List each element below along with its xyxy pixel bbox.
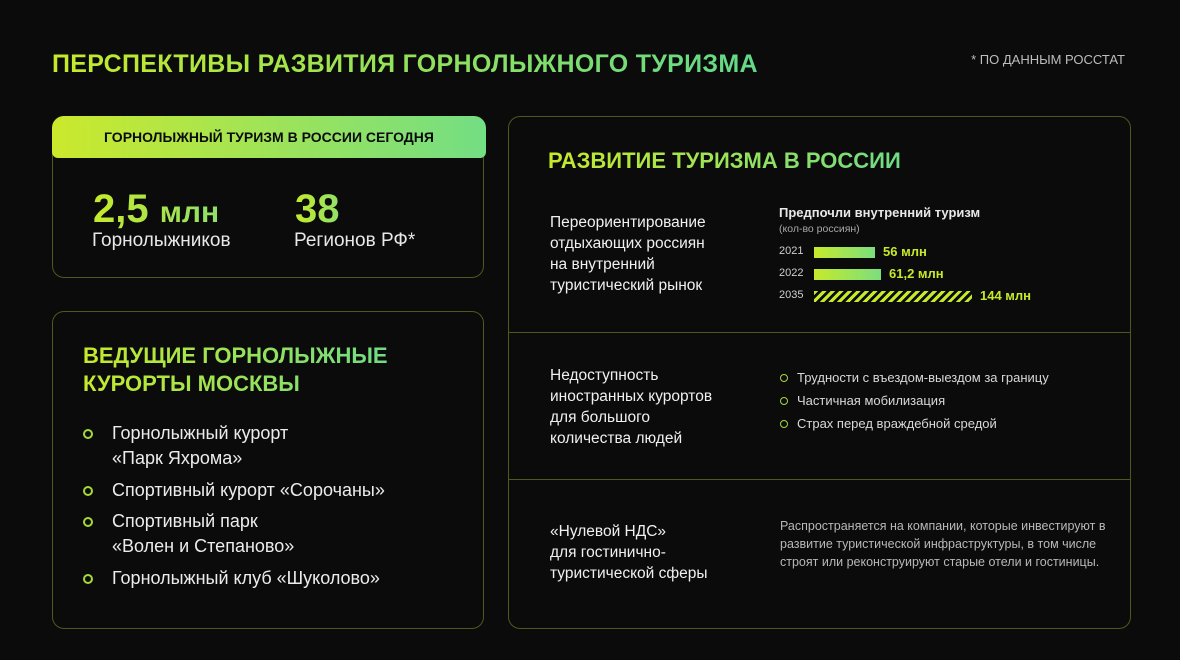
stat-skiers-label: Горнолыжников bbox=[92, 230, 231, 251]
bar-year-label: 2022 bbox=[779, 267, 804, 279]
bar-year-label: 2021 bbox=[779, 245, 804, 257]
reason-item bbox=[780, 416, 997, 431]
bullet-circle-icon bbox=[780, 374, 788, 382]
stat-regions-value: 38 bbox=[295, 187, 340, 231]
bar-value-label: 144 млн bbox=[980, 288, 1032, 303]
resorts-title-line2: КУРОРТЫ МОСКВЫ bbox=[83, 371, 300, 396]
resort-item-line1: Горнолыжный клуб «Шуколово» bbox=[112, 568, 380, 588]
row-line: туристический рынок bbox=[550, 277, 703, 294]
reason-text: Страх перед враждебной средой bbox=[797, 416, 997, 431]
row-divider bbox=[509, 479, 1130, 480]
resort-item bbox=[83, 421, 288, 471]
row-line: иностранных курортов bbox=[550, 388, 713, 405]
resort-item-line1: Спортивный курорт «Сорочаны» bbox=[112, 480, 385, 500]
resort-item bbox=[83, 509, 294, 559]
today-card bbox=[52, 116, 484, 278]
row-vat-label bbox=[550, 521, 708, 584]
today-banner: ГОРНОЛЫЖНЫЙ ТУРИЗМ В РОССИИ СЕГОДНЯ bbox=[52, 116, 486, 158]
resort-item-line1: Спортивный парк bbox=[112, 511, 258, 531]
bullet-circle-icon bbox=[780, 420, 788, 428]
resorts-title bbox=[83, 342, 388, 398]
bullet-circle-icon bbox=[780, 397, 788, 405]
development-card bbox=[508, 116, 1131, 629]
source-note: * ПО ДАННЫМ РОССТАТ bbox=[971, 52, 1125, 67]
row-line: для большого bbox=[550, 409, 651, 426]
reason-item bbox=[780, 393, 945, 408]
bullet-circle-icon bbox=[83, 429, 93, 439]
bullet-circle-icon bbox=[83, 486, 93, 496]
vat-note: Распространяется на компании, которые инвестируют в развитие туристической инфраструктуры, в том числе строят или реконструируют старые отели и гостиницы. bbox=[780, 519, 1106, 569]
bar-value-label: 61,2 млн bbox=[889, 266, 944, 281]
row-line: «Нулевой НДС» bbox=[550, 523, 667, 540]
bar-value-label: 56 млн bbox=[883, 244, 927, 259]
stat-skiers-unit: млн bbox=[159, 196, 220, 229]
resort-item bbox=[83, 478, 385, 503]
resort-item-line2: «Волен и Степаново» bbox=[112, 536, 295, 556]
bullet-circle-icon bbox=[83, 517, 93, 527]
resorts-card bbox=[52, 311, 484, 629]
development-title: РАЗВИТИЕ ТУРИЗМА В РОССИИ bbox=[548, 148, 901, 173]
stat-skiers bbox=[93, 189, 219, 229]
stat-skiers-number: 2,5 bbox=[93, 187, 149, 231]
reason-text: Частичная мобилизация bbox=[797, 393, 946, 408]
bar-2035 bbox=[814, 291, 972, 302]
bar-year-label: 2035 bbox=[779, 289, 804, 301]
resort-item-line1: Горнолыжный курорт bbox=[112, 423, 289, 443]
row-line: туристической сферы bbox=[550, 565, 708, 582]
page-title: ПЕРСПЕКТИВЫ РАЗВИТИЯ ГОРНОЛЫЖНОГО ТУРИЗМА bbox=[52, 50, 758, 78]
bar-2022 bbox=[814, 269, 881, 280]
stat-skiers-value bbox=[93, 189, 219, 229]
row-line: Переориентирование bbox=[550, 214, 706, 231]
bullet-circle-icon bbox=[83, 574, 93, 584]
chart-title: Предпочли внутренний туризм bbox=[779, 205, 981, 220]
row-reorientation-label bbox=[550, 212, 706, 296]
resorts-title-line1: ВЕДУЩИЕ ГОРНОЛЫЖНЫЕ bbox=[83, 343, 388, 368]
row-divider bbox=[509, 332, 1130, 333]
chart-subtitle: (кол-во россиян) bbox=[779, 223, 860, 235]
resort-item-line2: «Парк Яхрома» bbox=[112, 448, 243, 468]
row-line: для гостинично- bbox=[550, 544, 666, 561]
bar-2021 bbox=[814, 247, 875, 258]
row-line: отдыхающих россиян bbox=[550, 235, 705, 252]
row-line: Недоступность bbox=[550, 367, 659, 384]
row-line: на внутренний bbox=[550, 256, 655, 273]
reason-text: Трудности с въездом-выездом за границу bbox=[797, 370, 1049, 385]
resort-item bbox=[83, 566, 380, 591]
reason-item bbox=[780, 370, 1049, 385]
row-unavailability-label bbox=[550, 365, 712, 449]
row-line: количества людей bbox=[550, 430, 683, 447]
stat-regions-label: Регионов РФ* bbox=[294, 230, 416, 251]
